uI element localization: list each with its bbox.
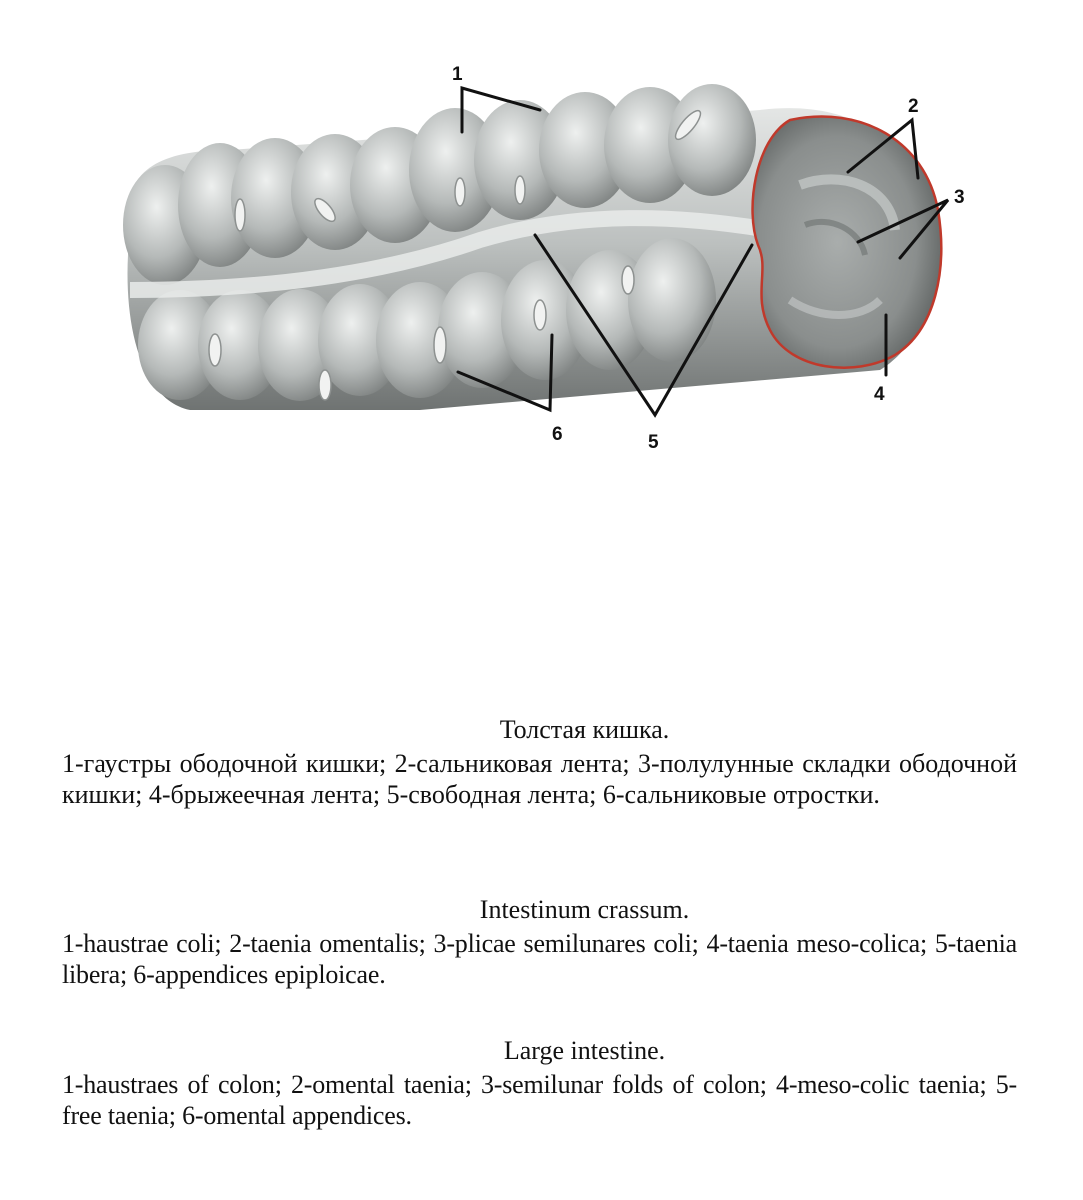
caption-latin bbox=[62, 894, 1017, 990]
caption-body-latin: 1-haustrae coli; 2-taenia omentalis; 3-plicae semilunares coli; 4-taenia meso-colica; 5-taenia libera; 6-appendices epiploicae. bbox=[62, 929, 1017, 989]
caption-english bbox=[62, 1035, 1017, 1131]
label-2: 2 bbox=[908, 96, 919, 117]
colon-illustration bbox=[0, 0, 1083, 470]
caption-body-russian: 1-гаустры ободочной кишки; 2-сальниковая лента; 3-полулунные складки ободочной кишки; 4-брыжеечная лента; 5-свободная лента; 6-сальниковые отростки. bbox=[62, 749, 1017, 809]
caption-title-latin: Intestinum crassum. bbox=[479, 895, 690, 924]
label-4: 4 bbox=[874, 384, 885, 405]
caption-body-english: 1-haustraes of colon; 2-omental taenia; 3-semilunar folds of colon; 4-meso-colic taenia; 5-free taenia; 6-omental appendices. bbox=[62, 1070, 1017, 1130]
colon-svg bbox=[0, 0, 1083, 470]
caption-russian bbox=[62, 714, 1017, 810]
label-3: 3 bbox=[954, 187, 965, 208]
label-5: 5 bbox=[648, 432, 659, 453]
caption-title-russian: Толстая кишка. bbox=[499, 715, 670, 744]
caption-title-english: Large intestine. bbox=[503, 1036, 666, 1065]
label-1: 1 bbox=[452, 64, 463, 85]
label-6: 6 bbox=[552, 424, 563, 445]
